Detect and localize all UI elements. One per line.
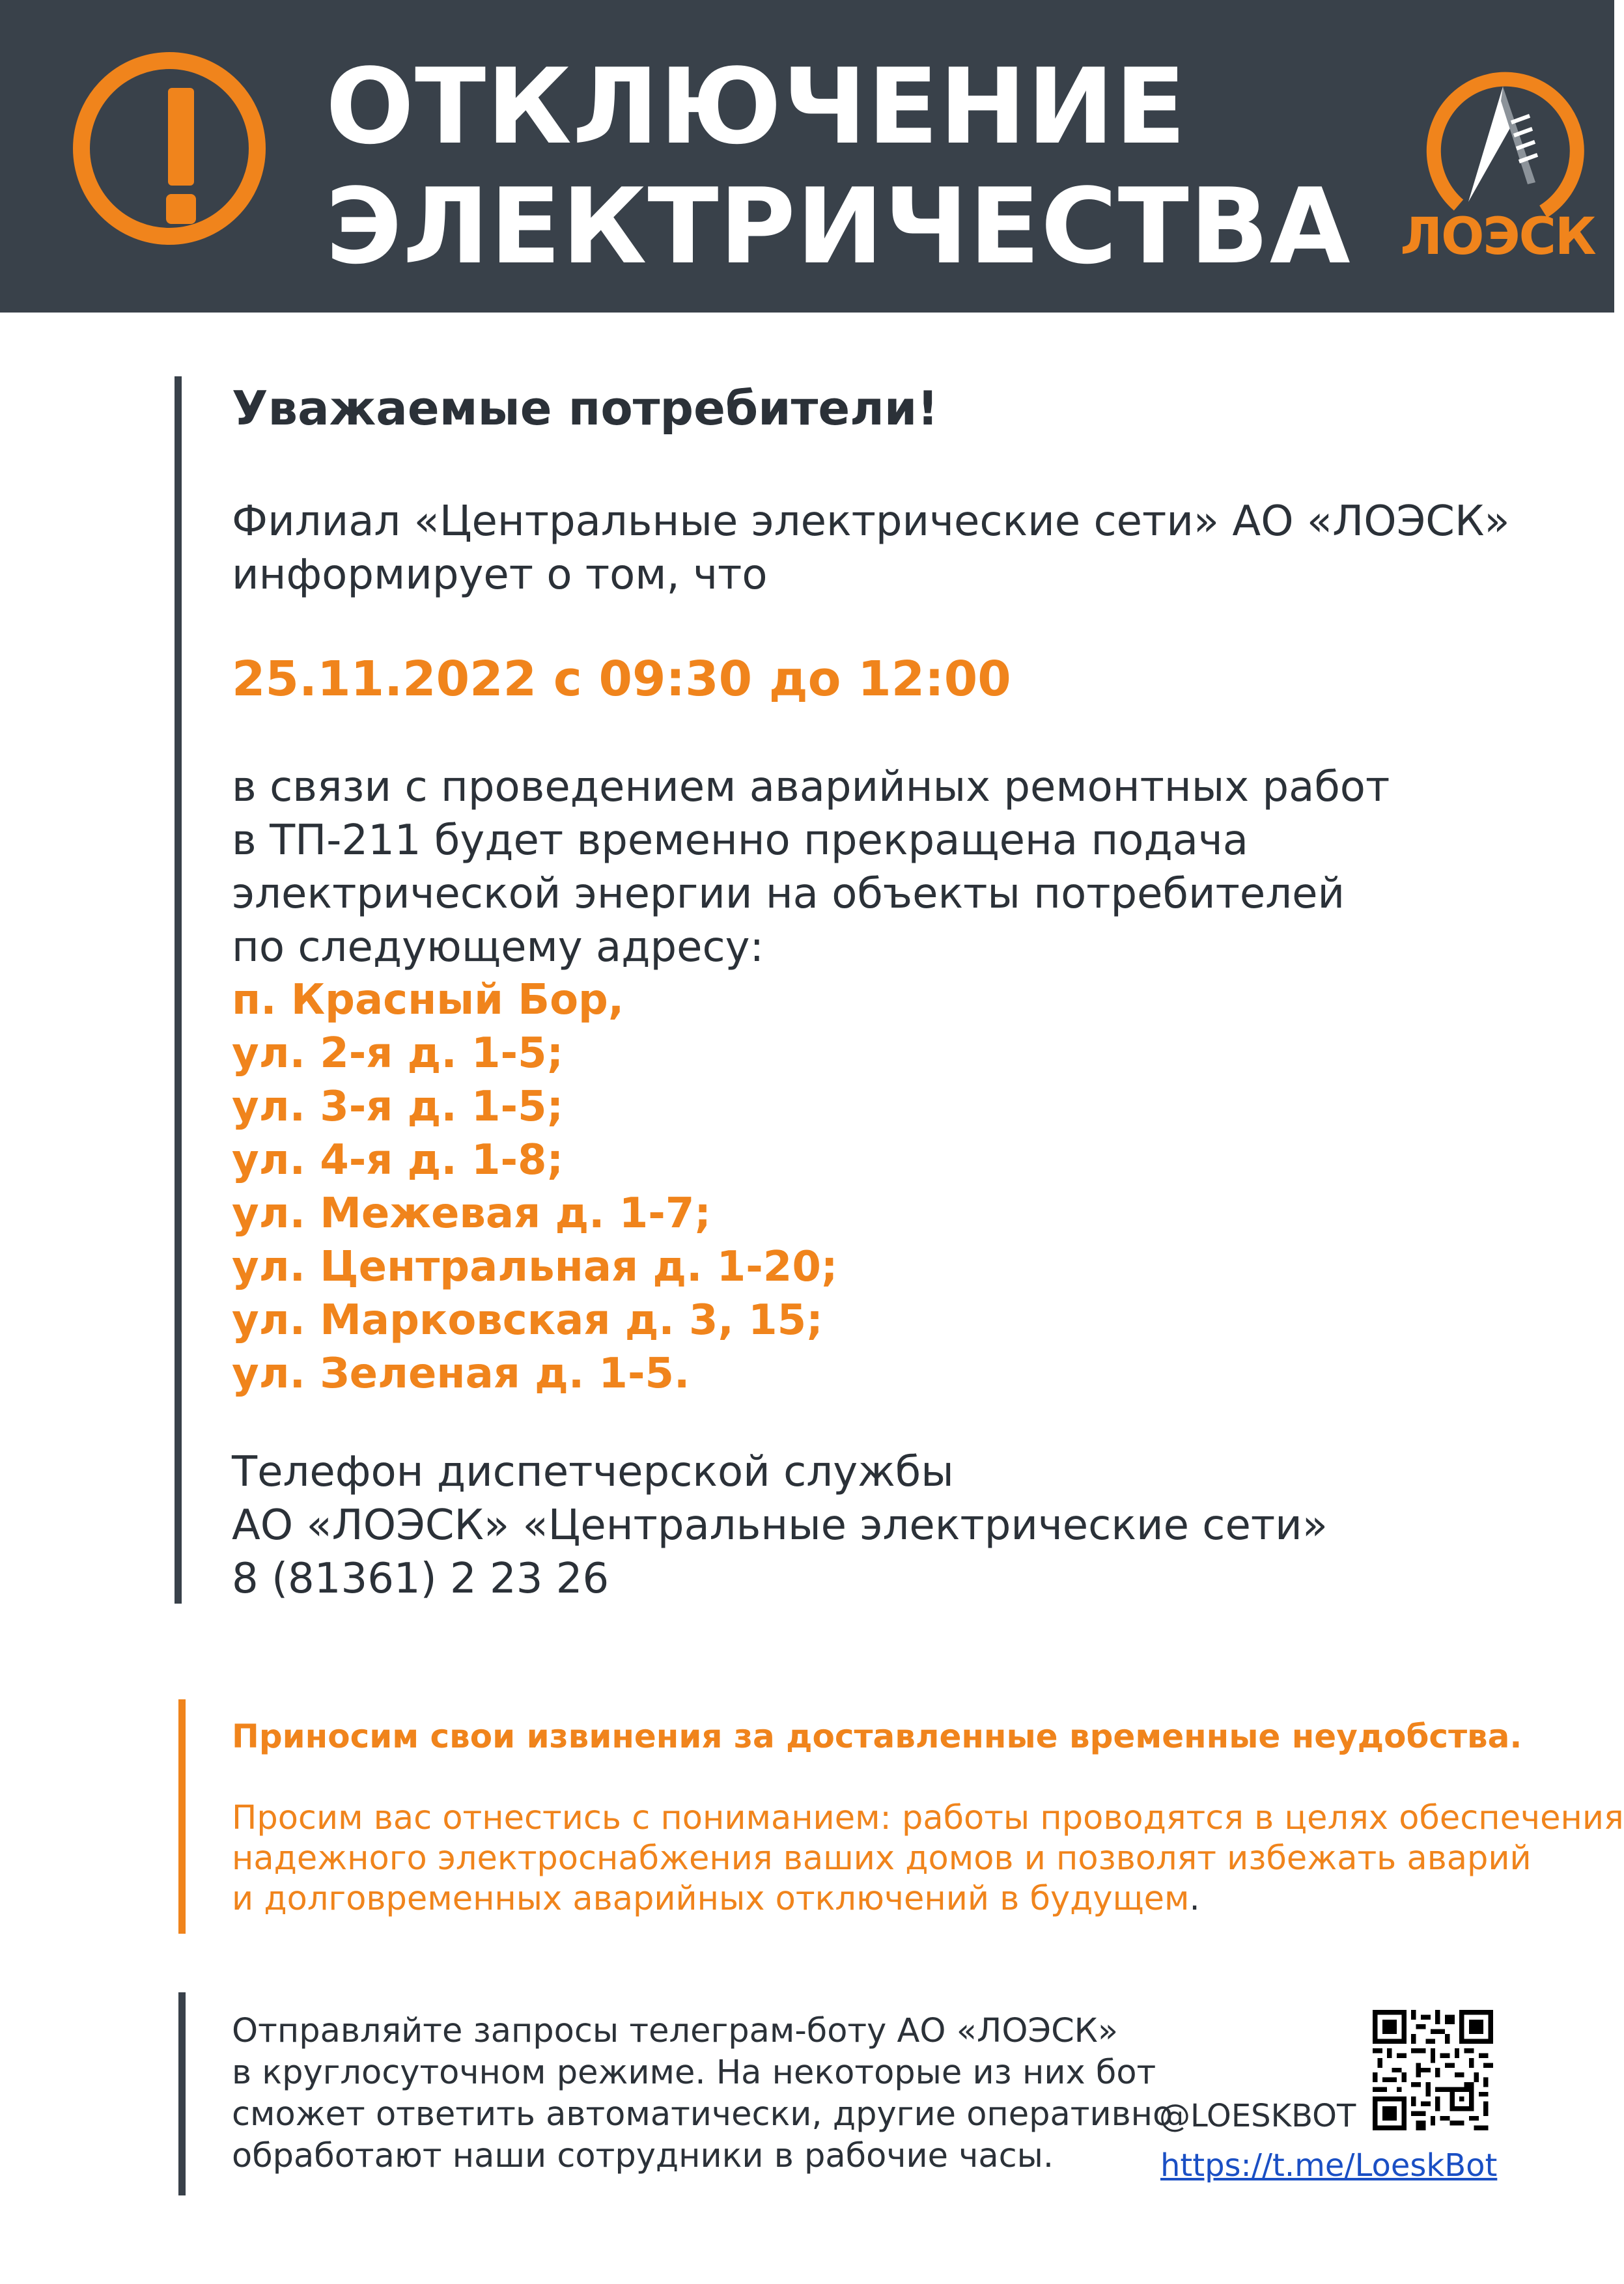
apology-line: надежного электроснабжения ваших домов и позволят избежать аварий [232,1839,1532,1878]
logo-text: ЛОЭСК [1400,208,1595,266]
bot-link[interactable]: https://t.me/LoeskBot [1160,2147,1498,2184]
apology-divider [178,1699,186,1934]
notice-divider [175,376,182,1604]
title-line-2: ЭЛЕКТРИЧЕСТВА [326,165,1351,287]
phone-line: АО «ЛОЭСК» «Центральные электрические сети» [232,1501,1328,1550]
apology-end-mark: . [1189,1880,1200,1918]
apology-body [232,1798,1624,1919]
footer-line: сможет ответить автоматически, другие оперативно [232,2095,1173,2134]
title-line-1: ОТКЛЮЧЕНИЕ [326,46,1187,167]
page-title [326,47,1351,286]
phone-number: 8 (81361) 2 23 26 [232,1555,609,1603]
address-item: ул. Центральная д. 1-20; [232,1243,838,1291]
footer-line: Отправляйте запросы телеграм-боту АО «ЛОЭСК» [232,2012,1119,2050]
reason-text [232,760,1390,974]
address-item: ул. Межевая д. 1-7; [232,1190,711,1238]
footer-divider [178,1992,186,2195]
address-item: ул. Марковская д. 3, 15; [232,1296,823,1344]
address-item: ул. Зеленая д. 1-5. [232,1350,690,1398]
apology-line-text: и долговременных аварийных отключений в будущем [232,1880,1190,1918]
footer-text [232,2011,1173,2177]
intro-line: Филиал «Центральные электрические сети» АО «ЛОЭСК» [232,497,1510,546]
reason-line: в связи с проведением аварийных ремонтных работ [232,763,1390,811]
apology-line [232,1879,1624,1919]
footer-line: обработают наши сотрудники в рабочие часы. [232,2137,1054,2175]
apology-line: Просим вас отнестись с пониманием: работы проводятся в целях обеспечения [232,1799,1624,1837]
address-item: ул. 2-я д. 1-5; [232,1029,564,1078]
exclamation-dot [166,194,196,224]
exclamation-bar [168,88,194,186]
intro-text [232,495,1510,602]
qr-code-icon[interactable] [1373,2010,1493,2130]
address-item: ул. 4-я д. 1-8; [232,1136,564,1184]
reason-line: электрической энергии на объекты потребителей [232,870,1345,918]
address-item: ул. 3-я д. 1-5; [232,1083,564,1131]
header-banner [0,0,1614,313]
phone-block [232,1445,1328,1606]
footer-line: в круглосуточном режиме. На некоторые из них бот [232,2054,1156,2092]
loesk-logo-icon [1400,55,1595,266]
greeting: Уважаемые потребители! [232,381,939,436]
reason-line: по следующему адресу: [232,923,764,971]
address-list [232,973,837,1400]
outage-date: 25.11.2022 с 09:30 до 12:00 [232,651,1011,707]
intro-line: информирует о том, что [232,551,768,599]
reason-line: в ТП-211 будет временно прекращена подача [232,816,1248,865]
phone-line: Телефон диспетчерской службы [232,1448,954,1496]
bot-handle: @LOESKBOT [1159,2098,1356,2134]
address-item: п. Красный Бор, [232,976,624,1024]
apology-title: Приносим свои извинения за доставленные временные неудобства. [232,1718,1522,1755]
